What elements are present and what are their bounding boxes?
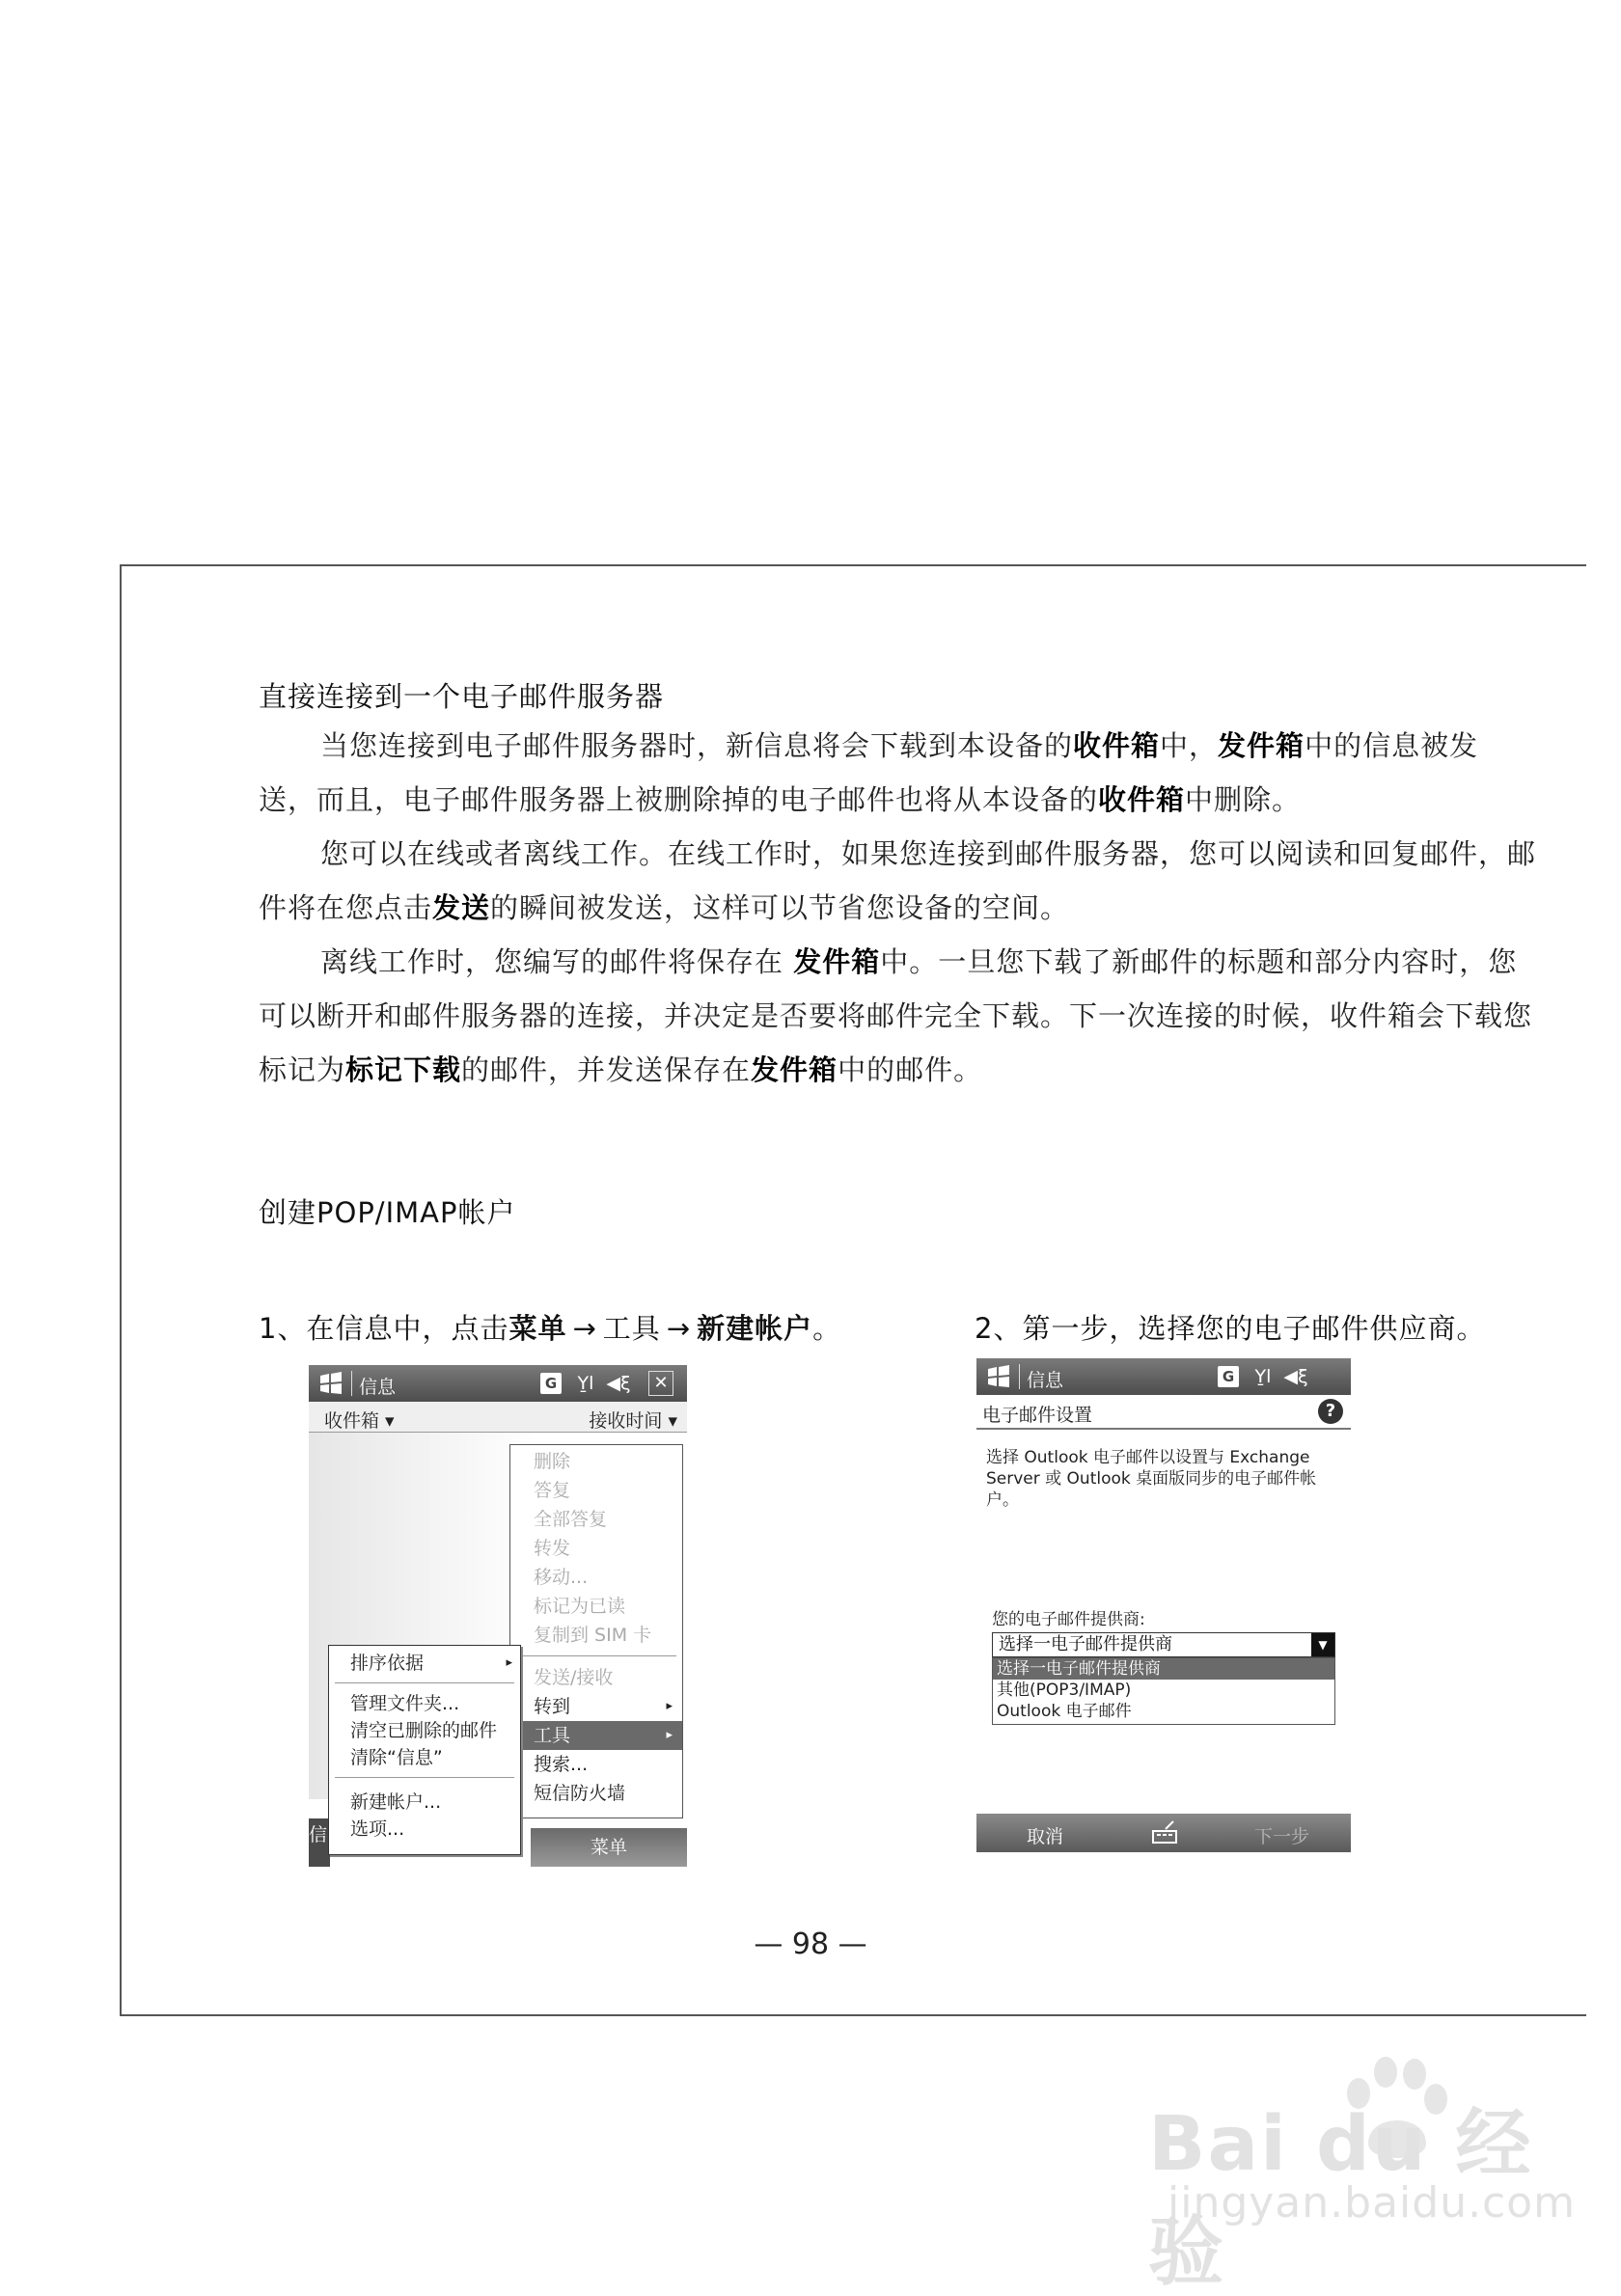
- menu-divider: [335, 1682, 514, 1683]
- title-bar: [309, 1365, 687, 1402]
- tools-submenu: [328, 1645, 521, 1855]
- next-button[interactable]: 下一步: [1254, 1826, 1310, 1847]
- left-soft-key[interactable]: 信: [309, 1818, 330, 1867]
- arrow-icon: →: [666, 1312, 692, 1345]
- page-frame-left: [120, 564, 122, 2015]
- windows-start-icon[interactable]: [316, 1370, 345, 1397]
- submenu-arrow-icon: ▸: [666, 1728, 673, 1742]
- main-menu: [509, 1444, 683, 1818]
- section-heading-create-account: 创建POP/IMAP帐户: [259, 1196, 516, 1229]
- page-frame-top: [120, 564, 1586, 566]
- app-title: 信息: [359, 1377, 397, 1398]
- close-icon[interactable]: ✕: [648, 1371, 673, 1396]
- submenu-arrow-icon: ▸: [666, 1699, 673, 1713]
- sort-dropdown[interactable]: 接收时间 ▾: [589, 1410, 677, 1432]
- inbox-term: 收件箱: [1098, 783, 1186, 816]
- menu-divider: [335, 1777, 514, 1778]
- folder-bar: [309, 1402, 687, 1433]
- menu-item-copy-sim: 复制到 SIM 卡: [534, 1625, 652, 1646]
- step-2-caption: 2、第一步，选择您的电子邮件供应商。: [975, 1312, 1486, 1345]
- menu-item-sms-firewall[interactable]: 短信防火墙: [534, 1783, 626, 1804]
- option-choose-provider[interactable]: 选择一电子邮件提供商: [993, 1658, 1334, 1680]
- provider-options-list: [992, 1657, 1335, 1725]
- menu-item-delete: 删除: [534, 1451, 571, 1472]
- paragraph-2: 您可以在线或者离线工作。在线工作时，如果您连接到邮件服务器，您可以阅读和回复邮件，邮件将在您点击发送的瞬间被发送，这样可以节省您设备的空间。: [259, 837, 1537, 924]
- page-number: — 98 —: [754, 1927, 867, 1961]
- gprs-icon: G: [540, 1373, 562, 1394]
- submenu-item-new-account[interactable]: 新建帐户...: [350, 1791, 442, 1813]
- baidu-watermark: [1148, 2055, 1577, 2296]
- outbox-term: 发件箱: [751, 1053, 838, 1086]
- title-separator: [1019, 1364, 1020, 1389]
- arrow-icon: →: [572, 1312, 597, 1345]
- folder-dropdown[interactable]: 收件箱 ▾: [324, 1410, 395, 1432]
- screenshot-email-setup: [976, 1358, 1351, 1852]
- menu-item-reply: 答复: [534, 1480, 571, 1501]
- submenu-item-clear-messages[interactable]: 清除“信息”: [350, 1747, 443, 1768]
- app-title: 信息: [1027, 1370, 1064, 1391]
- submenu-item-empty-deleted[interactable]: 清空已删除的邮件: [350, 1720, 498, 1741]
- help-icon[interactable]: ?: [1318, 1399, 1343, 1424]
- send-term: 发送: [432, 891, 491, 924]
- paragraph-1: 当您连接到电子邮件服务器时，新信息将会下载到本设备的收件箱中，发件箱中的信息被发送，而且，电子邮件服务器上被删除掉的电子邮件也将从本设备的收件箱中删除。: [259, 729, 1479, 816]
- menu-item-move: 移动...: [534, 1567, 589, 1588]
- mark-download-term: 标记下载: [345, 1053, 462, 1086]
- outbox-term: 发件箱: [793, 945, 881, 978]
- submenu-arrow-icon: ▸: [506, 1655, 512, 1670]
- option-pop3-imap[interactable]: 其他(POP3/IMAP): [997, 1681, 1132, 1700]
- dropdown-arrow-icon[interactable]: ▼: [1311, 1633, 1334, 1656]
- volume-icon[interactable]: ◀ξ: [606, 1373, 631, 1394]
- outbox-term: 发件箱: [1218, 729, 1305, 762]
- watermark-url: jingyan.baidu.com: [1168, 2178, 1577, 2228]
- watermark-brand: Bai du 经验: [1148, 2101, 1533, 2296]
- volume-icon[interactable]: ◀ξ: [1283, 1366, 1308, 1387]
- paragraph-3: 离线工作时，您编写的邮件将保存在 发件箱中。一旦您下载了新邮件的标题和部分内容时，您可以断开和邮件服务器的连接，并决定是否要将邮件完全下载。下一次连接的时候，收件箱会下载您标记为标记下载的邮件，并发送保存在发件箱中的邮件。: [259, 945, 1533, 1086]
- menu-item-send-receive[interactable]: 发送/接收: [534, 1667, 614, 1688]
- setup-description: 选择 Outlook 电子邮件以设置与 Exchange Server 或 Outlook 桌面版同步的电子邮件帐户。: [986, 1448, 1317, 1510]
- signal-icon: Y̱l: [1254, 1366, 1272, 1387]
- submenu-item-options[interactable]: 选项...: [350, 1818, 405, 1840]
- signal-icon: Y̱l: [577, 1373, 594, 1394]
- provider-label: 您的电子邮件提供商:: [992, 1610, 1145, 1629]
- step-1-caption: 1、在信息中，点击菜单 → 工具 → 新建帐户。: [259, 1312, 842, 1345]
- title-separator: [351, 1371, 352, 1396]
- settings-header: [976, 1395, 1351, 1430]
- option-outlook[interactable]: Outlook 电子邮件: [997, 1702, 1132, 1721]
- submenu-item-manage-folders[interactable]: 管理文件夹...: [350, 1693, 460, 1714]
- menu-item-tools[interactable]: 工具 ▸: [510, 1721, 682, 1750]
- submenu-item-sort-by[interactable]: 排序依据 ▸: [329, 1650, 520, 1677]
- settings-title: 电子邮件设置: [982, 1405, 1093, 1426]
- menu-divider: [516, 1655, 676, 1656]
- provider-select[interactable]: 选择一电子邮件提供商 ▼: [992, 1632, 1335, 1657]
- screenshot-messaging-menu: [309, 1365, 687, 1867]
- page-frame-bottom: [120, 2014, 1586, 2016]
- cancel-button[interactable]: 取消: [1027, 1826, 1064, 1847]
- windows-start-icon[interactable]: [984, 1363, 1013, 1390]
- soft-key-bar: [976, 1814, 1351, 1852]
- inbox-term: 收件箱: [1073, 729, 1161, 762]
- menu-item-reply-all: 全部答复: [534, 1509, 608, 1530]
- section-heading-direct-connect: 直接连接到一个电子邮件服务器: [259, 680, 665, 713]
- menu-item-search[interactable]: 搜索...: [534, 1754, 589, 1775]
- menu-soft-key[interactable]: 菜单: [531, 1828, 687, 1867]
- menu-item-mark-read: 标记为已读: [534, 1596, 626, 1617]
- keyboard-icon[interactable]: [1150, 1818, 1179, 1846]
- menu-item-forward: 转发: [534, 1538, 571, 1559]
- menu-item-go-to[interactable]: 转到 ▸: [510, 1692, 682, 1721]
- title-bar: [976, 1358, 1351, 1395]
- gprs-icon: G: [1218, 1366, 1239, 1387]
